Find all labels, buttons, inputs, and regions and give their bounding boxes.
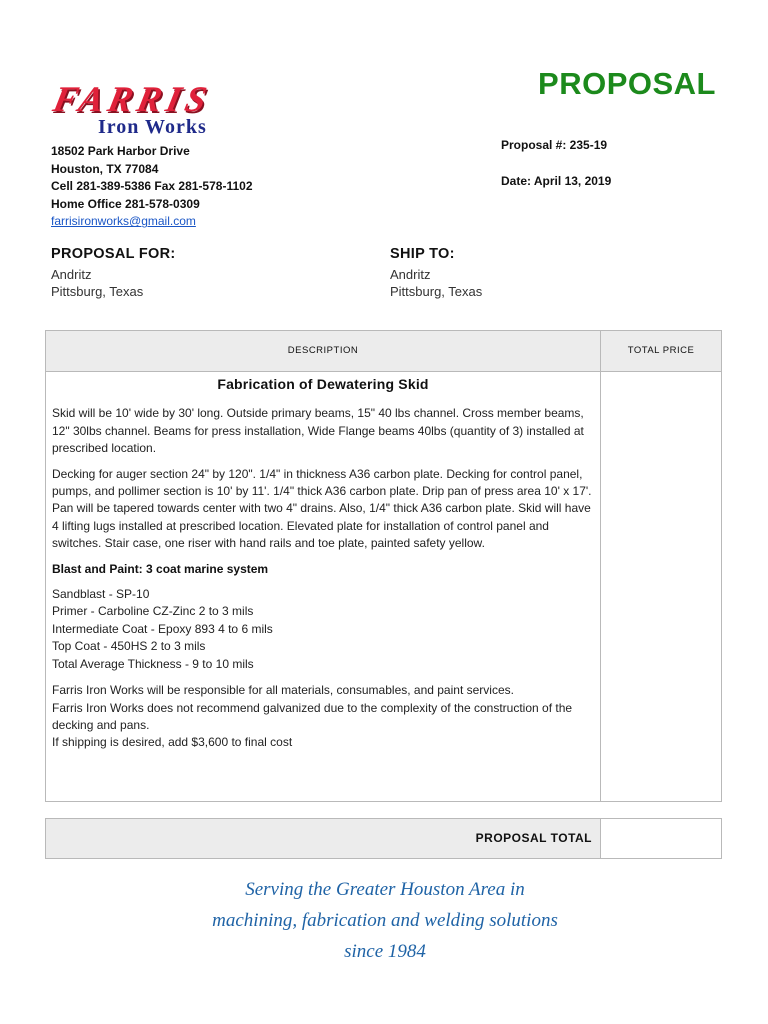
paint-spec-line: Sandblast - SP-10 <box>52 587 150 602</box>
document-title: PROPOSAL <box>538 66 716 101</box>
ship-to-block <box>390 246 482 300</box>
proposal-date: Date: April 13, 2019 <box>501 174 612 188</box>
email-link[interactable]: farrisironworks@gmail.com <box>51 214 196 229</box>
ship-to-name: Andritz <box>390 267 431 282</box>
description-paragraph-1: Skid will be 10' wide by 30' long. Outside primary beams, 15" 40 lbs channel. Cross member beams, 12" 30lbs channel. Beams for press installation, Wide Flange beams 40lbs (quantity of 3) installed at prescribed location. <box>52 406 584 456</box>
logo-wordmark-farris: FARRIS <box>49 79 216 119</box>
paint-spec-line: Primer - Carboline CZ-Zinc 2 to 3 mils <box>52 604 254 619</box>
section-title: Fabrication of Dewatering Skid <box>217 376 429 392</box>
proposal-total-value <box>601 819 721 858</box>
paint-spec-list <box>52 586 594 673</box>
proposal-for-name: Andritz <box>51 267 92 282</box>
paint-spec-line: Intermediate Coat - Epoxy 893 4 to 6 mils <box>52 621 273 636</box>
address-phones: Cell 281-389-5386 Fax 281-578-1102 <box>51 179 253 194</box>
slogan-line: machining, fabrication and welding solutions <box>212 910 558 931</box>
note-line: If shipping is desired, add $3,600 to final cost <box>52 735 293 750</box>
proposal-for-label: PROPOSAL FOR: <box>51 246 176 262</box>
note-line: Farris Iron Works will be responsible for all materials, consumables, and paint services. <box>52 683 514 698</box>
address-street: 18502 Park Harbor Drive <box>51 144 190 158</box>
proposal-for-block <box>51 246 175 300</box>
logo-wordmark-iron-works: Iron Works <box>98 116 207 138</box>
ship-to-location: Pittsburg, Texas <box>390 284 483 299</box>
line-items-table <box>45 330 722 802</box>
footer-slogan <box>0 874 768 967</box>
proposal-number: Proposal #: 235-19 <box>501 138 608 152</box>
column-divider <box>600 331 601 801</box>
table-header <box>46 331 721 372</box>
column-header-total-price: TOTAL PRICE <box>627 345 695 356</box>
company-address <box>51 143 253 231</box>
address-home-office: Home Office 281-578-0309 <box>51 196 200 211</box>
proposal-total-label: PROPOSAL TOTAL <box>475 831 592 845</box>
company-logo <box>50 78 300 144</box>
paint-heading: Blast and Paint: 3 coat marine system <box>52 561 269 576</box>
column-header-description: DESCRIPTION <box>287 345 359 356</box>
address-city: Houston, TX 77084 <box>51 161 159 176</box>
description-cell <box>52 376 594 761</box>
description-paragraph-2: Decking for auger section 24" by 120". 1/4" in thickness A36 carbon plate. Decking for control panel, pumps, and pollimer section is 10' by 11'. 1/4" thick A36 carbon plate. Drip pan of press area 10' x 17'. Pan will be tapered towards center with two 4" drains. Also, 1/4" thick A36 carbon plate. Skid will have 4 lifting lugs installed at prescribed location. Elevated plate for installation of control panel and switches. Stair case, one riser with hand rails and toe plate, painted safety yellow. <box>52 466 592 551</box>
proposal-for-location: Pittsburg, Texas <box>51 284 144 299</box>
slogan-line: Serving the Greater Houston Area in <box>245 879 525 900</box>
note-line: Farris Iron Works does not recommend galvanized due to the complexity of the construction of the decking and pans. <box>52 700 573 732</box>
proposal-total-row <box>45 818 722 859</box>
notes-list <box>52 682 594 752</box>
slogan-line: since 1984 <box>344 941 426 962</box>
ship-to-label: SHIP TO: <box>390 246 455 262</box>
paint-spec-line: Total Average Thickness - 9 to 10 mils <box>52 656 254 671</box>
paint-spec-line: Top Coat - 450HS 2 to 3 mils <box>52 639 206 654</box>
